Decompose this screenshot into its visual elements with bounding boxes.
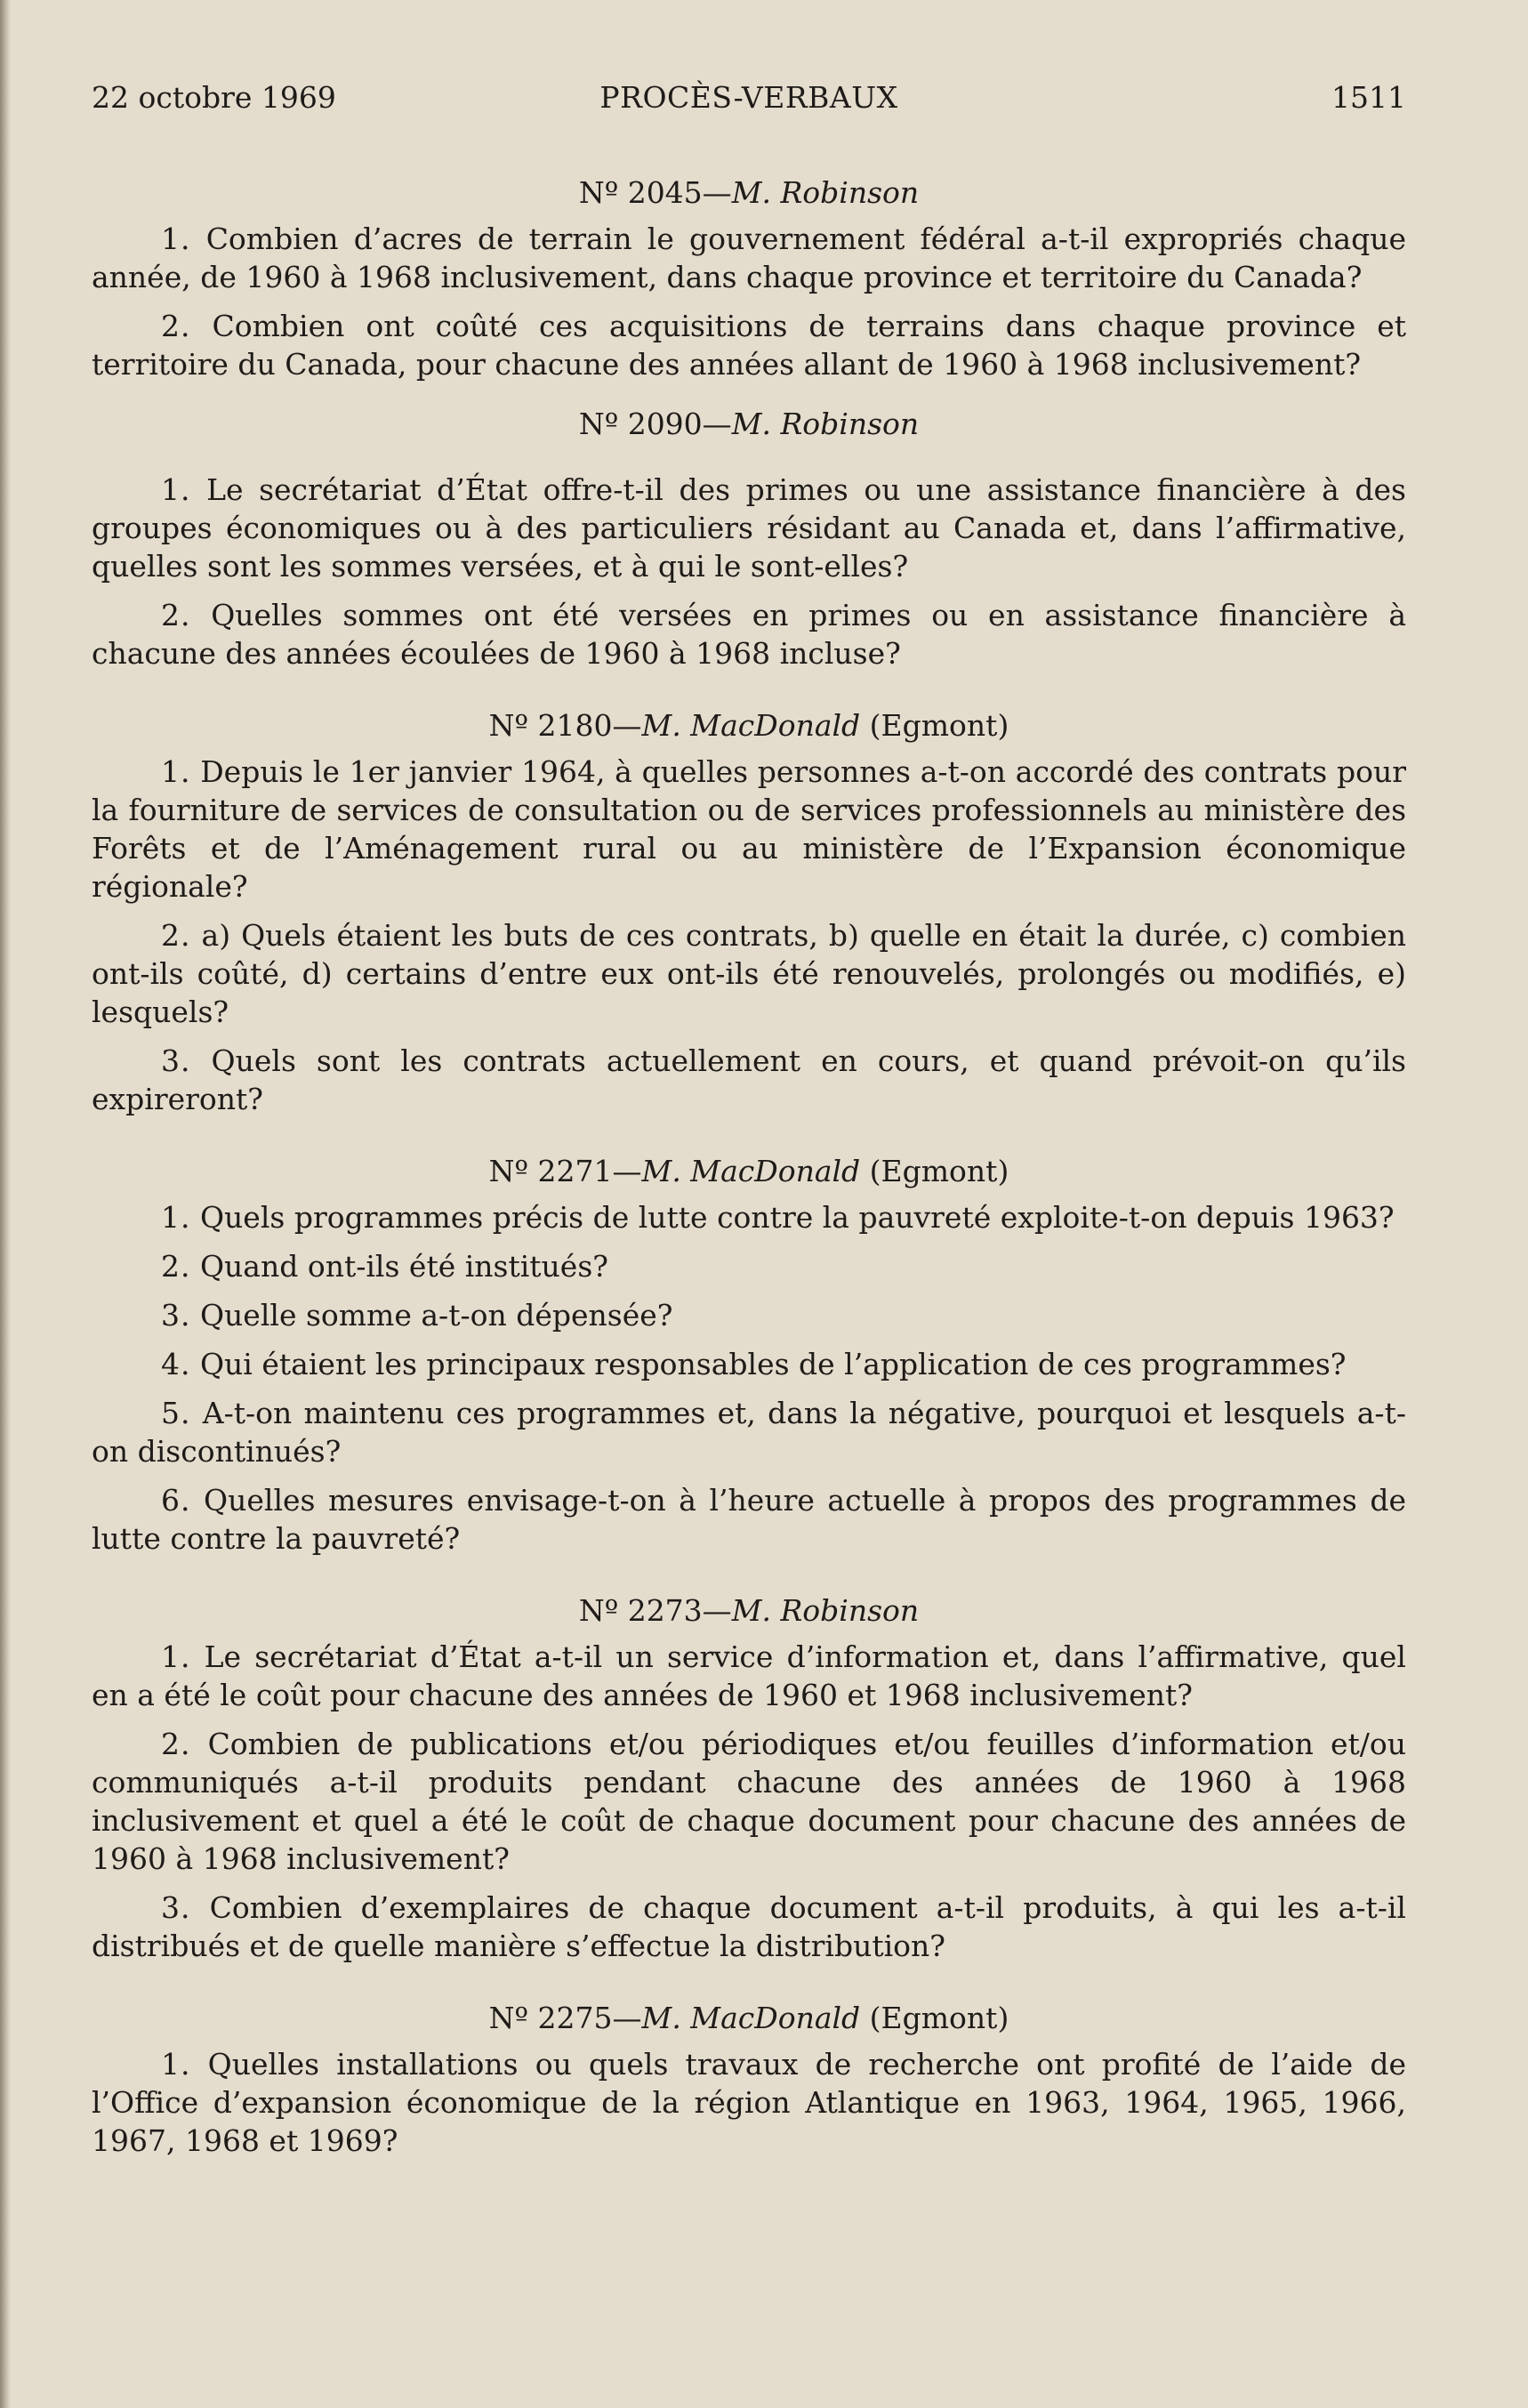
question-author: M. MacDonald: [641, 2001, 861, 2035]
document-page: [92, 80, 1406, 2181]
question-2275: [92, 1999, 1406, 2160]
question-author: M. Robinson: [731, 175, 920, 210]
question-riding: (Egmont): [860, 708, 1009, 743]
question-item: [92, 1198, 1406, 1236]
question-riding: (Egmont): [860, 2001, 1009, 2035]
item-number: 2.: [161, 918, 191, 953]
item-text: Qui étaient les principaux responsables de l’application de ces programmes?: [200, 1347, 1347, 1381]
question-heading: [92, 1152, 1406, 1191]
item-number: 3.: [161, 1890, 191, 1925]
item-number: 2.: [161, 598, 191, 632]
item-text: Combien de publications et/ou périodiques et/ou feuilles d’information et/ou communiqués a-t-il produits pendant chacune des années de 1960 à 1968 inclusivement et quel a été le coût de chaque document pour chacune des années de 1960 à 1968 inclusivement?: [92, 1727, 1406, 1876]
question-item: [92, 596, 1406, 672]
question-author: M. MacDonald: [641, 1154, 861, 1188]
item-number: 1.: [161, 221, 191, 256]
running-head: [92, 80, 1406, 125]
header-title: PROCÈS-VERBAUX: [599, 80, 898, 115]
question-item: [92, 1042, 1406, 1118]
item-text: Quelles sommes ont été versées en primes ou en assistance financière à chacune des années écoulées de 1960 à 1968 incluse?: [92, 598, 1406, 671]
item-number: 2.: [161, 309, 191, 343]
question-item: [92, 1725, 1406, 1878]
item-text: Quels programmes précis de lutte contre la pauvreté exploite-t-on depuis 1963?: [200, 1200, 1395, 1235]
page-binding-edge: [0, 0, 11, 2408]
item-number: 1.: [161, 472, 191, 507]
question-author: M. Robinson: [731, 1593, 920, 1628]
item-text: Quels sont les contrats actuellement en cours, et quand prévoit-on qu’ils expireront?: [92, 1043, 1406, 1116]
item-text: Quelle somme a-t-on dépensée?: [200, 1298, 673, 1333]
item-text: Combien ont coûté ces acquisitions de terrains dans chaque province et territoire du Canada, pour chacune des années allant de 1960 à 1968 inclusivement?: [92, 309, 1406, 382]
question-number: Nº 2090—: [578, 407, 732, 441]
question-riding: (Egmont): [860, 1154, 1009, 1188]
item-text: Combien d’acres de terrain le gouvernement fédéral a-t-il expropriés chaque année, de 1960 à 1968 inclusivement, dans chaque province et territoire du Canada?: [92, 221, 1406, 294]
question-heading: [92, 1591, 1406, 1631]
question-item: [92, 1394, 1406, 1470]
question-item: [92, 1889, 1406, 1965]
item-text: Combien d’exemplaires de chaque document a-t-il produits, à qui les a-t-il distribués et de quelle manière s’effectue la distribution?: [92, 1890, 1406, 1963]
question-item: [92, 916, 1406, 1031]
question-2045: [92, 173, 1406, 383]
question-author: M. Robinson: [731, 407, 920, 441]
question-2090: [92, 405, 1406, 672]
item-text: Quand ont-ils été institués?: [200, 1249, 608, 1284]
question-2271: [92, 1152, 1406, 1558]
question-item: [92, 1638, 1406, 1714]
question-item: [92, 2045, 1406, 2160]
item-text: A-t-on maintenu ces programmes et, dans la négative, pourquoi et lesquels a-t-on discontinués?: [92, 1396, 1406, 1469]
question-item: [92, 1481, 1406, 1558]
question-item: [92, 1247, 1406, 1285]
header-date: 22 octobre 1969: [92, 80, 336, 115]
item-text: Le secrétariat d’État a-t-il un service d’information et, dans l’affirmative, quel en a été le coût pour chacune des années de 1960 et 1968 inclusivement?: [92, 1639, 1406, 1712]
question-item: [92, 753, 1406, 906]
header-page-number: 1511: [1331, 80, 1406, 115]
question-number: Nº 2045—: [578, 175, 732, 210]
question-number: Nº 2273—: [578, 1593, 732, 1628]
item-number: 2.: [161, 1249, 191, 1284]
question-number: Nº 2271—: [488, 1154, 642, 1188]
item-number: 1.: [161, 1639, 191, 1674]
item-number: 3.: [161, 1043, 191, 1078]
item-number: 2.: [161, 1727, 191, 1761]
item-text: Quelles installations ou quels travaux de recherche ont profité de l’aide de l’Office d’expansion économique de la région Atlantique en 1963, 1964, 1965, 1966, 1967, 1968 et 1969?: [92, 2047, 1406, 2158]
question-heading: [92, 405, 1406, 444]
item-text: Quelles mesures envisage-t-on à l’heure actuelle à propos des programmes de lutte contre la pauvreté?: [92, 1483, 1406, 1556]
question-heading: [92, 173, 1406, 213]
question-author: M. MacDonald: [641, 708, 861, 743]
item-text: Le secrétariat d’État offre-t-il des primes ou une assistance financière à des groupes économiques ou à des particuliers résidant au Canada et, dans l’affirmative, quelles sont les sommes versées, et à qui le sont-elles?: [92, 472, 1406, 584]
question-2273: [92, 1591, 1406, 1965]
question-number: Nº 2275—: [488, 2001, 642, 2035]
question-heading: [92, 706, 1406, 745]
item-text: a) Quels étaient les buts de ces contrats, b) quelle en était la durée, c) combien ont-ils coûté, d) certains d’entre eux ont-ils été renouvelés, prolongés ou modifiés, e) lesquels?: [92, 918, 1406, 1029]
question-heading: [92, 1999, 1406, 2038]
question-item: [92, 307, 1406, 383]
item-number: 1.: [161, 2047, 191, 2082]
item-number: 3.: [161, 1298, 191, 1333]
item-number: 1.: [161, 754, 191, 789]
question-item: [92, 1296, 1406, 1334]
item-number: 5.: [161, 1396, 191, 1430]
item-text: Depuis le 1er janvier 1964, à quelles personnes a-t-on accordé des contrats pour la fourniture de services de consultation ou de services professionnels au ministère des Forêts et de l’Aménagement rural ou au ministère de l’Expansion économique régionale?: [92, 754, 1406, 904]
question-item: [92, 1345, 1406, 1383]
item-number: 1.: [161, 1200, 191, 1235]
item-number: 4.: [161, 1347, 191, 1381]
item-number: 6.: [161, 1483, 191, 1518]
question-number: Nº 2180—: [488, 708, 642, 743]
question-item: [92, 220, 1406, 296]
question-2180: [92, 706, 1406, 1118]
question-item: [92, 471, 1406, 585]
